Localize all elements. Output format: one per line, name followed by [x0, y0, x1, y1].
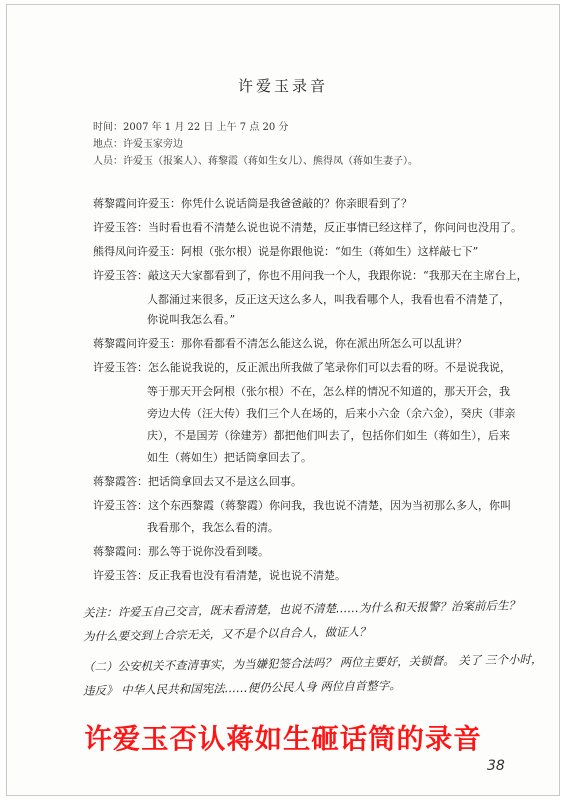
- transcript-line: 许爱玉答：敲这天大家都看到了，你也不用问我一个人，我跟你说：“我那天在主席台上，: [93, 269, 528, 282]
- transcript-line: 你说叫我怎么看。”: [147, 313, 236, 326]
- handwritten-note: （二）公安机关不查清事实，为当嫌犯签合法吗？ 两位主要好，关锁督。 关了 三个小时，: [82, 651, 543, 675]
- handwritten-note: 违反》 中华人民共和国宪法……便仍公民人身 两位自首整字。: [82, 678, 401, 698]
- meta-time: 时间：2007 年 1 月 22 日 上午 7 点 20 分: [93, 122, 289, 133]
- transcript-line: 蒋黎霞问许爱玉：你凭什么说话筒是我爸爸敲的？你亲眼看到了？: [93, 197, 412, 210]
- caption-banner: 许爱玉否认蒋如生砸话筒的录音: [84, 724, 482, 755]
- transcript-line: 庆），不是国芳（徐建芳）都把他们叫去了，包括你们如生（蒋如生），后来: [147, 429, 510, 442]
- transcript-line: 熊得凤问许爱玉：阿根（张尔根）说是你跟他说：“如生（蒋如生）这样敲七下”: [93, 245, 479, 258]
- transcript-line: 人都涌过来很多，反正这天这么多人，叫我看哪个人，我看也看不清楚了，: [147, 293, 510, 306]
- transcript-line: 旁边大传（汪大传）我们三个人在场的，后来小六金（余六金），癸庆（菲亲: [147, 407, 516, 420]
- meta-location: 地点：许爱玉家旁边: [93, 139, 183, 150]
- transcript-line: 蒋黎霞问许爱玉：那你看都看不清怎么能这么说，你在派出所怎么可以乱讲？: [93, 337, 467, 350]
- transcript-line: 蒋黎霞问：那么等于说你没看到喽。: [93, 545, 269, 558]
- transcript-line: 蒋黎霞答：把话筒拿回去又不是这么回事。: [93, 475, 302, 488]
- transcript-line: 许爱玉答：当时看也看不清楚么说也说不清楚，反正事情已经这样了，你问问也没用了。: [93, 221, 522, 234]
- handwritten-note: 关注：许爱玉自己交言，既未看清楚，也说不清楚……为什么和天报警？治案前后生？: [82, 598, 521, 620]
- scanned-page: [6, 4, 560, 796]
- transcript-line: 许爱玉答：怎么能说我说的，反正派出所我做了笔录你们可以去看的呀。不是说我说，: [93, 361, 511, 374]
- meta-participants: 人员：许爱玉（报案人）、蒋黎霞（蒋如生女儿）、熊得凤（蒋如生妻子）。: [93, 156, 418, 167]
- handwritten-note: 为什么要交到上合宗无关，又不是个以自合人，做证人？: [82, 624, 371, 644]
- document-title: 许爱玉录音: [237, 77, 328, 95]
- transcript-line: 等于那天开会阿根（张尔根）不在，怎么样的情况不知道的，那天开会，我: [147, 385, 510, 398]
- transcript-line: 如生（蒋如生）把话筒拿回去了。: [147, 451, 312, 464]
- transcript-line: 许爱玉答：反正我看也没有看清楚，说也说不清楚。: [93, 569, 346, 582]
- transcript-line: 许爱玉答：这个东西黎霞（蒋黎霞）你问我，我也说不清楚，因为当初那么多人，你叫: [93, 499, 511, 512]
- transcript-line: 我看那个，我怎么看的清。: [147, 521, 279, 534]
- page-number: 38: [487, 758, 505, 774]
